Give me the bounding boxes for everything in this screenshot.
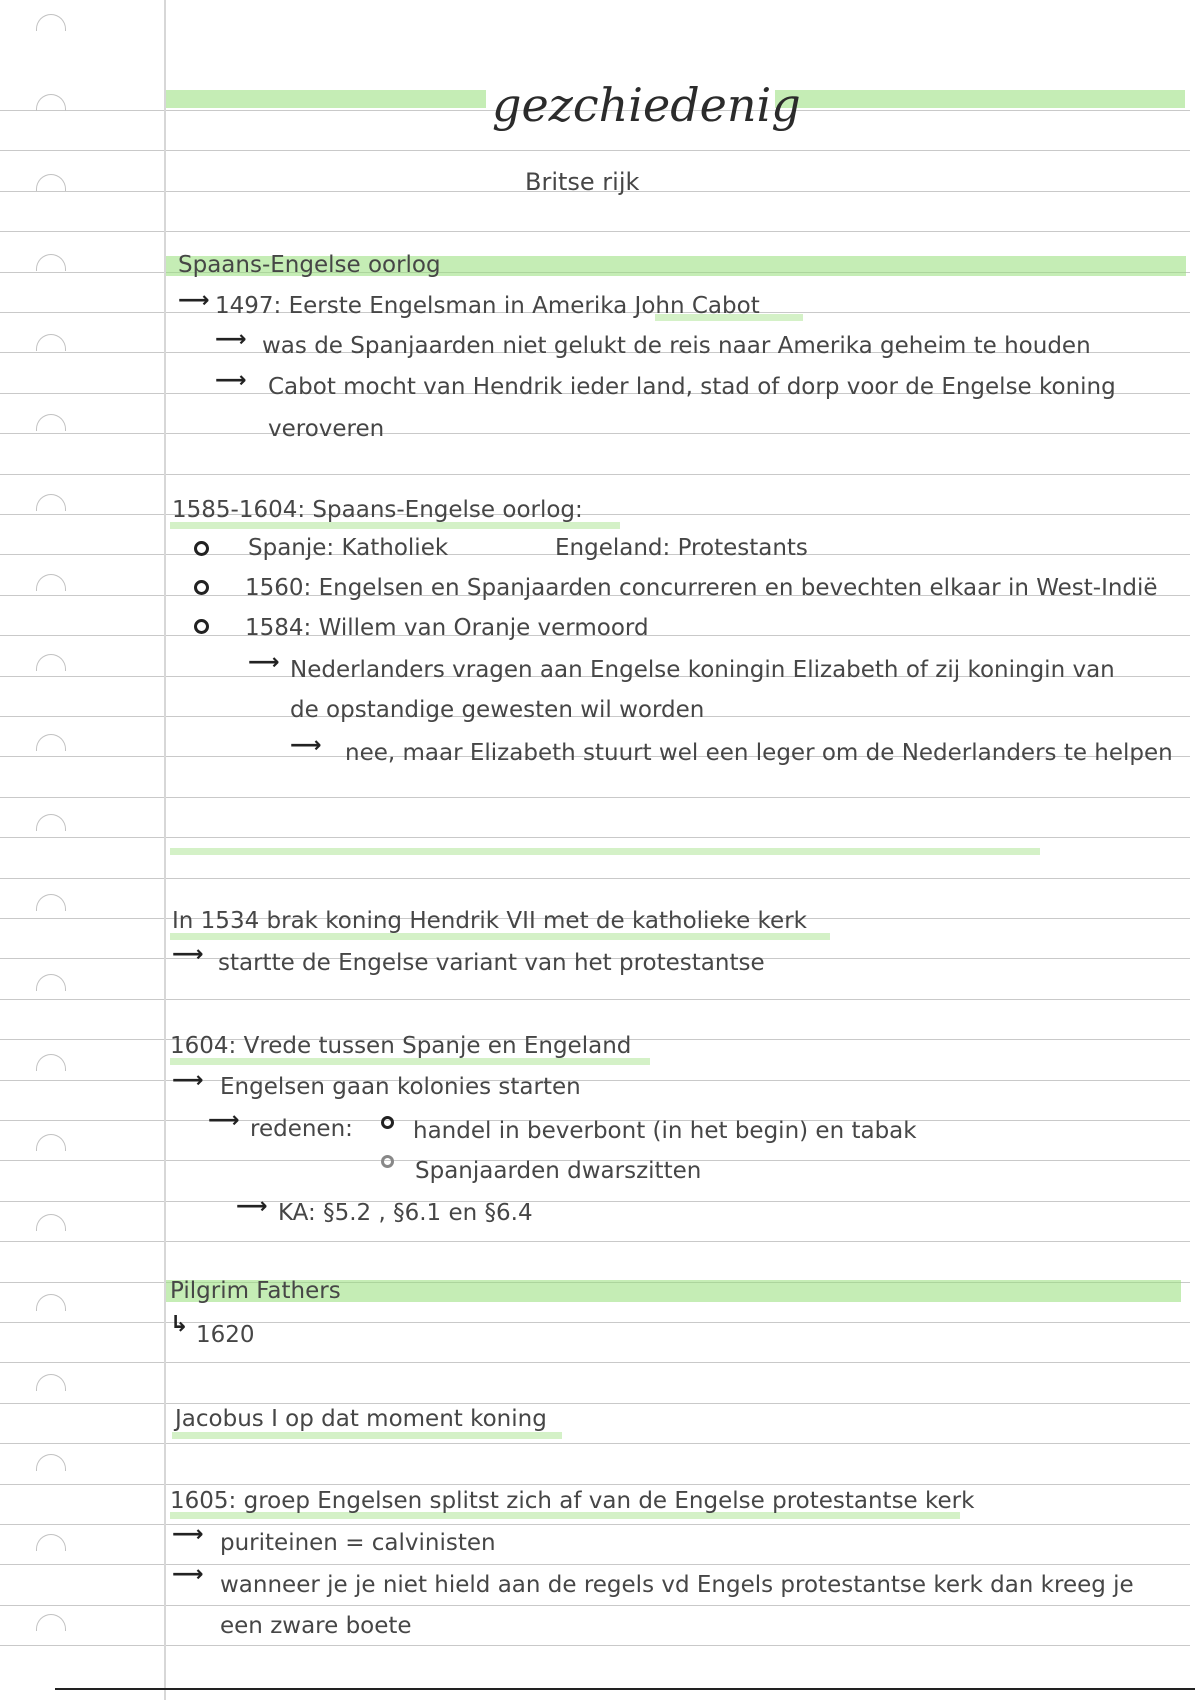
text-line: 1497: Eerste Engelsman in Amerika John Cabot [215, 293, 760, 319]
ruled-line [0, 231, 1190, 232]
text-line: veroveren [268, 416, 385, 442]
binder-hole [36, 734, 66, 751]
text-line: Spanjaarden dwarszitten [415, 1158, 702, 1184]
text-line: wanneer je je niet hield aan de regels vd Engels protestantse kerk dan kreeg je [220, 1572, 1134, 1598]
text-line: Jacobus I op dat moment koning [175, 1406, 547, 1432]
text-line: nee, maar Elizabeth stuurt wel een leger om de Nederlanders te helpen [345, 740, 1173, 766]
bullet-icon [381, 1116, 394, 1129]
text-line: 1560: Engelsen en Spanjaarden concurreren en bevechten elkaar in West-Indië [245, 575, 1158, 601]
margin-line [164, 0, 166, 1700]
text-line: puriteinen = calvinisten [220, 1530, 496, 1556]
title-highlight-right [775, 90, 1185, 108]
ruled-line [0, 837, 1190, 838]
binder-hole [36, 654, 66, 671]
binder-hole [36, 814, 66, 831]
heading-highlight [170, 522, 620, 529]
bottom-line [55, 1688, 1195, 1690]
ruled-line [0, 878, 1190, 879]
arrow-icon: ⟶ [172, 1562, 204, 1587]
page-title: gezchiedenig [492, 78, 801, 132]
binder-hole [36, 974, 66, 991]
text-line: Cabot mocht van Hendrik ieder land, stad of dorp voor de Engelse koning [268, 374, 1116, 400]
binder-hole [36, 1454, 66, 1471]
arrow-icon: ⟶ [172, 1522, 204, 1547]
binder-hole [36, 1214, 66, 1231]
section-heading: Pilgrim Fathers [170, 1278, 341, 1304]
text-line: Spanje: Katholiek [248, 535, 449, 561]
binder-hole [36, 1614, 66, 1631]
arrow-icon: ⟶ [236, 1194, 268, 1219]
binder-hole [36, 494, 66, 511]
text-line: 1605: groep Engelsen splitst zich af van de Engelse protestantse kerk [170, 1488, 975, 1514]
ruled-line [0, 1241, 1190, 1242]
binder-hole [36, 94, 66, 111]
title-highlight-left [166, 90, 486, 108]
note-highlight [170, 848, 1040, 855]
bullet-icon [194, 580, 209, 595]
arrow-icon: ⟶ [178, 288, 210, 313]
ruled-line [0, 1484, 1190, 1485]
ruled-line [0, 797, 1190, 798]
section-heading: Spaans-Engelse oorlog [178, 252, 441, 278]
bullet-icon [381, 1155, 394, 1168]
binder-hole [36, 574, 66, 591]
text-line: In 1534 brak koning Hendrik VII met de katholieke kerk [172, 908, 807, 934]
binder-hole [36, 334, 66, 351]
line-highlight [170, 933, 830, 940]
ruled-line [0, 1403, 1190, 1404]
binder-hole [36, 414, 66, 431]
ruled-line [0, 1443, 1190, 1444]
text-line: was de Spanjaarden niet gelukt de reis naar Amerika geheim te houden [262, 333, 1091, 359]
binder-hole [36, 894, 66, 911]
line-highlight [172, 1432, 562, 1439]
binder-hole [36, 174, 66, 191]
arrow-icon: ⟶ [172, 942, 204, 967]
text-line: de opstandige gewesten wil worden [290, 697, 705, 723]
ruled-line [0, 1201, 1190, 1202]
text-line: 1604: Vrede tussen Spanje en Engeland [170, 1033, 632, 1059]
binder-hole [36, 14, 66, 31]
text-line: 1584: Willem van Oranje vermoord [245, 615, 649, 641]
arrow-icon: ⟶ [208, 1108, 240, 1133]
page-subtitle: Britse rijk [525, 168, 640, 196]
ruled-line [0, 999, 1190, 1000]
ruled-line [0, 1362, 1190, 1363]
bullet-icon [194, 541, 209, 556]
ruled-line [0, 474, 1190, 475]
bullet-icon [194, 619, 209, 634]
ruled-line [0, 433, 1190, 434]
arrow-icon: ⟶ [215, 327, 247, 352]
text-line: redenen: [250, 1116, 353, 1142]
text-line: KA: §5.2 , §6.1 en §6.4 [278, 1200, 533, 1226]
section-heading: 1585-1604: Spaans-Engelse oorlog: [172, 497, 583, 523]
binder-hole [36, 254, 66, 271]
line-highlight [170, 1058, 650, 1065]
arrow-icon: ↳ [170, 1312, 189, 1337]
text-line: 1620 [196, 1322, 255, 1348]
arrow-icon: ⟶ [215, 368, 247, 393]
text-line: startte de Engelse variant van het protestantse [218, 950, 765, 976]
arrow-icon: ⟶ [248, 650, 280, 675]
ruled-line [0, 1645, 1190, 1646]
text-line: handel in beverbont (in het begin) en tabak [413, 1118, 917, 1144]
arrow-icon: ⟶ [172, 1068, 204, 1093]
text-line: Nederlanders vragen aan Engelse koningin Elizabeth of zij koningin van [290, 657, 1115, 683]
binder-hole [36, 1054, 66, 1071]
ruled-line [0, 1605, 1190, 1606]
binder-hole [36, 1134, 66, 1151]
binder-hole [36, 1534, 66, 1551]
binder-hole [36, 1294, 66, 1311]
binder-hole [36, 1374, 66, 1391]
ruled-line [0, 150, 1190, 151]
text-line: een zware boete [220, 1613, 412, 1639]
arrow-icon: ⟶ [290, 733, 322, 758]
text-line: Engeland: Protestants [555, 535, 808, 561]
text-line: Engelsen gaan kolonies starten [220, 1074, 581, 1100]
